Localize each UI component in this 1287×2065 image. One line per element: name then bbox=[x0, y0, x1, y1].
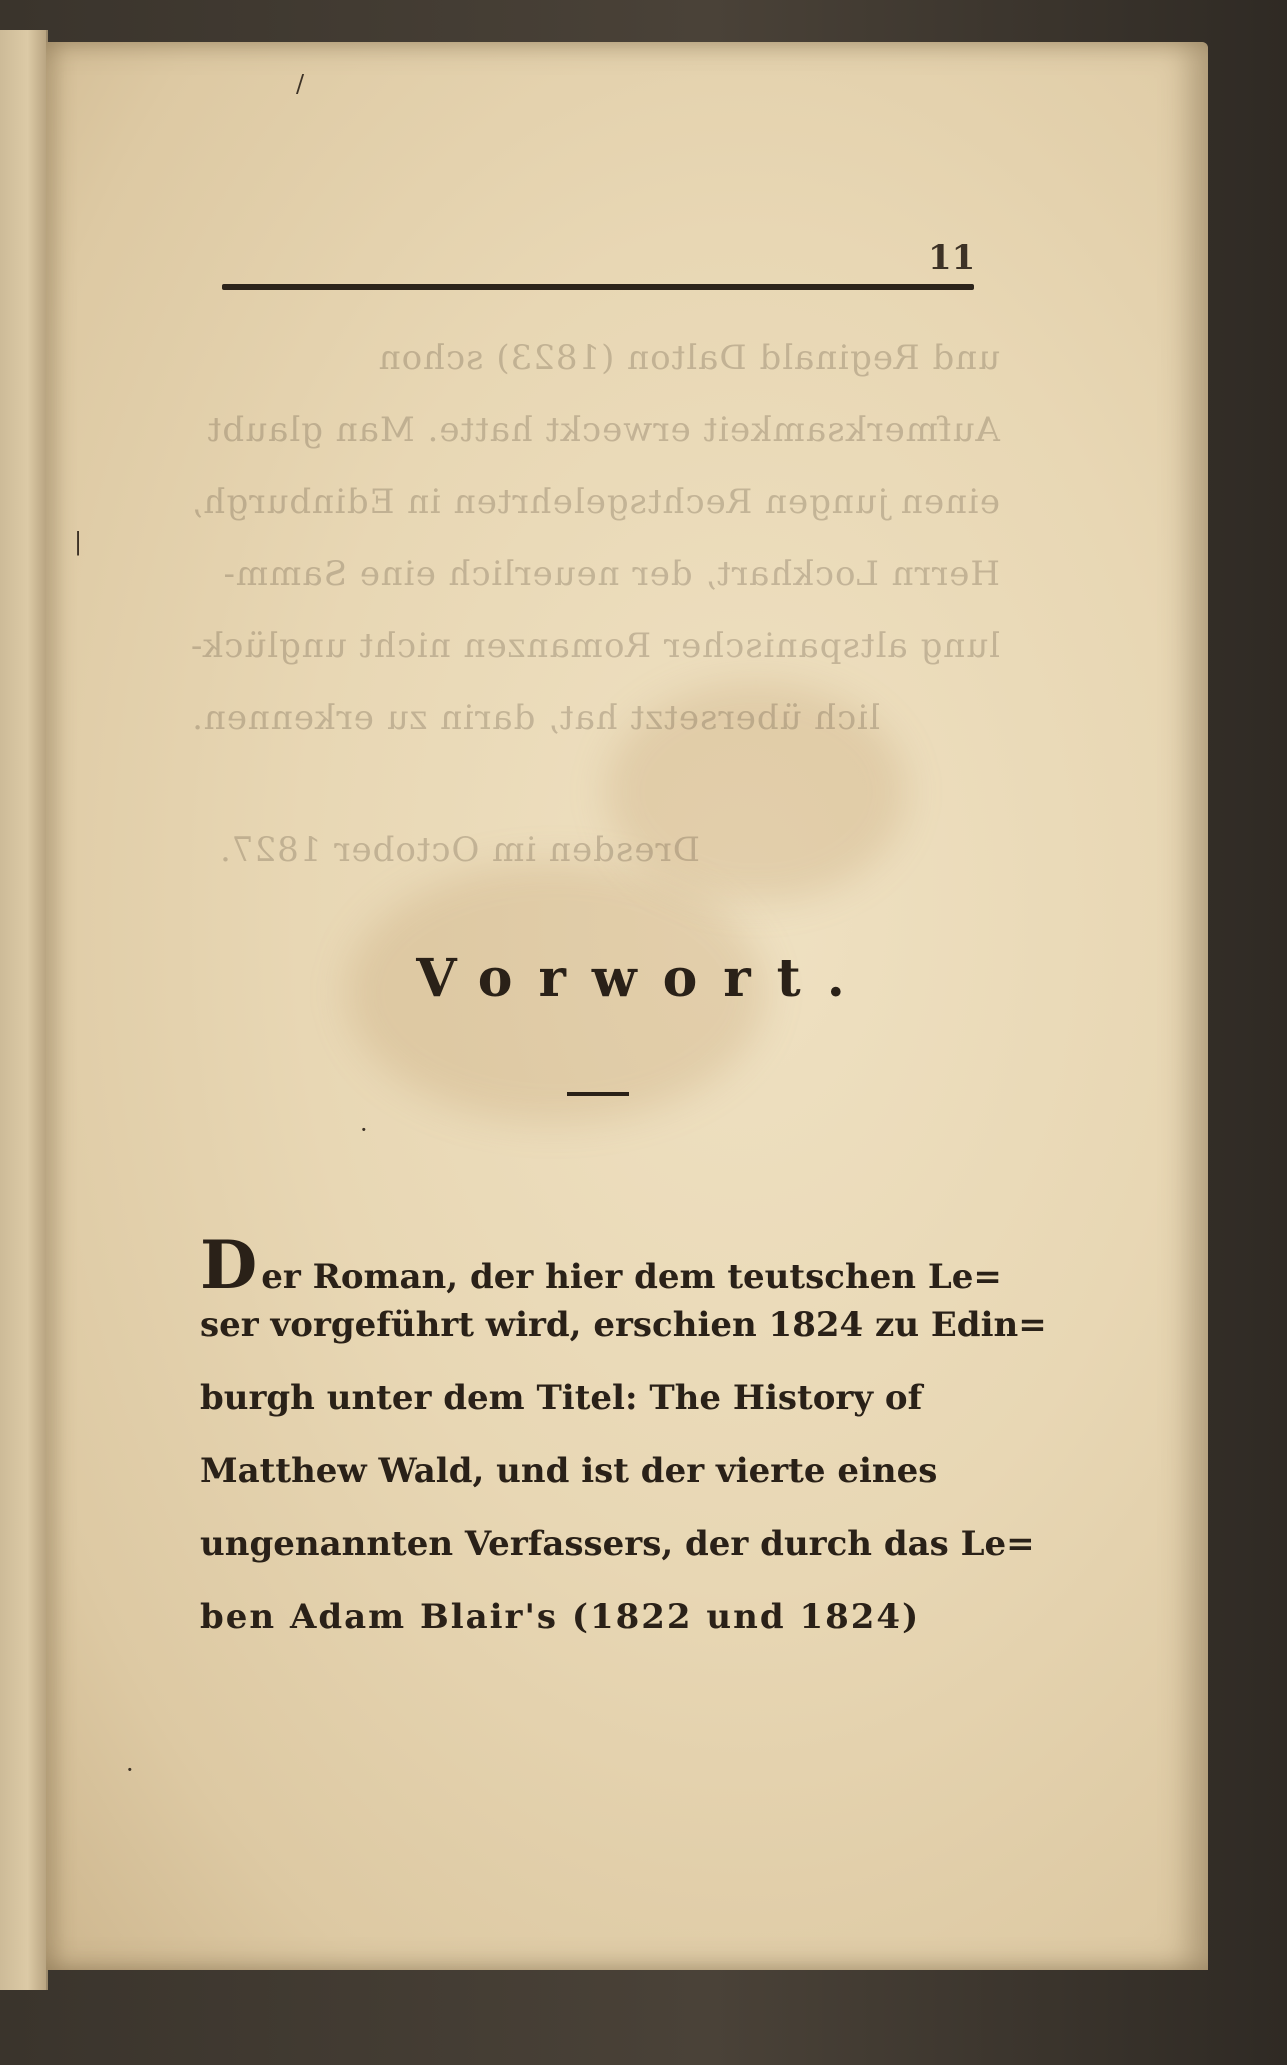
bleed-line: lung altspanischer Romanzen nicht unglück- bbox=[189, 626, 1000, 666]
header-rule bbox=[222, 284, 974, 290]
bleed-line: und Reginald Dalton (1823) schon bbox=[377, 338, 1000, 378]
text-line: ungenannten Verfassers, der durch das Le= bbox=[200, 1524, 1035, 1564]
bleed-line: Aufmerksamkeit erweckt hatte. Man glaubt bbox=[206, 410, 1000, 450]
drop-cap: D bbox=[200, 1226, 258, 1304]
text-line: ser vorgeführt wird, erschien 1824 zu Edin= bbox=[200, 1305, 1047, 1345]
ink-speck: | bbox=[74, 528, 83, 556]
page-number: 11 bbox=[928, 238, 976, 278]
ink-speck: · bbox=[360, 1116, 368, 1144]
text-line bbox=[200, 1226, 1002, 1305]
text-line: burgh unter dem Titel: The History of bbox=[200, 1378, 923, 1418]
ink-speck: / bbox=[296, 70, 305, 98]
text-line-content: Der Roman, der hier dem teutschen Le= bbox=[200, 1226, 1002, 1304]
bleed-line: lich übersetzt hat, darin zu erkennen. bbox=[191, 698, 880, 738]
text-line: ben Adam Blair's (1822 und 1824) bbox=[200, 1597, 921, 1637]
chapter-heading: Vorwort. bbox=[416, 948, 871, 1009]
ink-speck: · bbox=[126, 1756, 134, 1784]
bleed-through-text bbox=[160, 322, 1000, 886]
bleed-signature: Dresden im October 1827. bbox=[219, 830, 700, 870]
bleed-line: einen jungen Rechtsgelehrten in Edinburgh, bbox=[190, 482, 1000, 522]
bleed-line: Herrn Lockhart, der neuerlich eine Samm- bbox=[222, 554, 1000, 594]
heading-rule bbox=[567, 1092, 629, 1096]
text-line: Matthew Wald, und ist der vierte eines bbox=[200, 1451, 938, 1491]
previous-page-edge bbox=[0, 30, 48, 1990]
body-text bbox=[200, 1226, 1047, 1670]
